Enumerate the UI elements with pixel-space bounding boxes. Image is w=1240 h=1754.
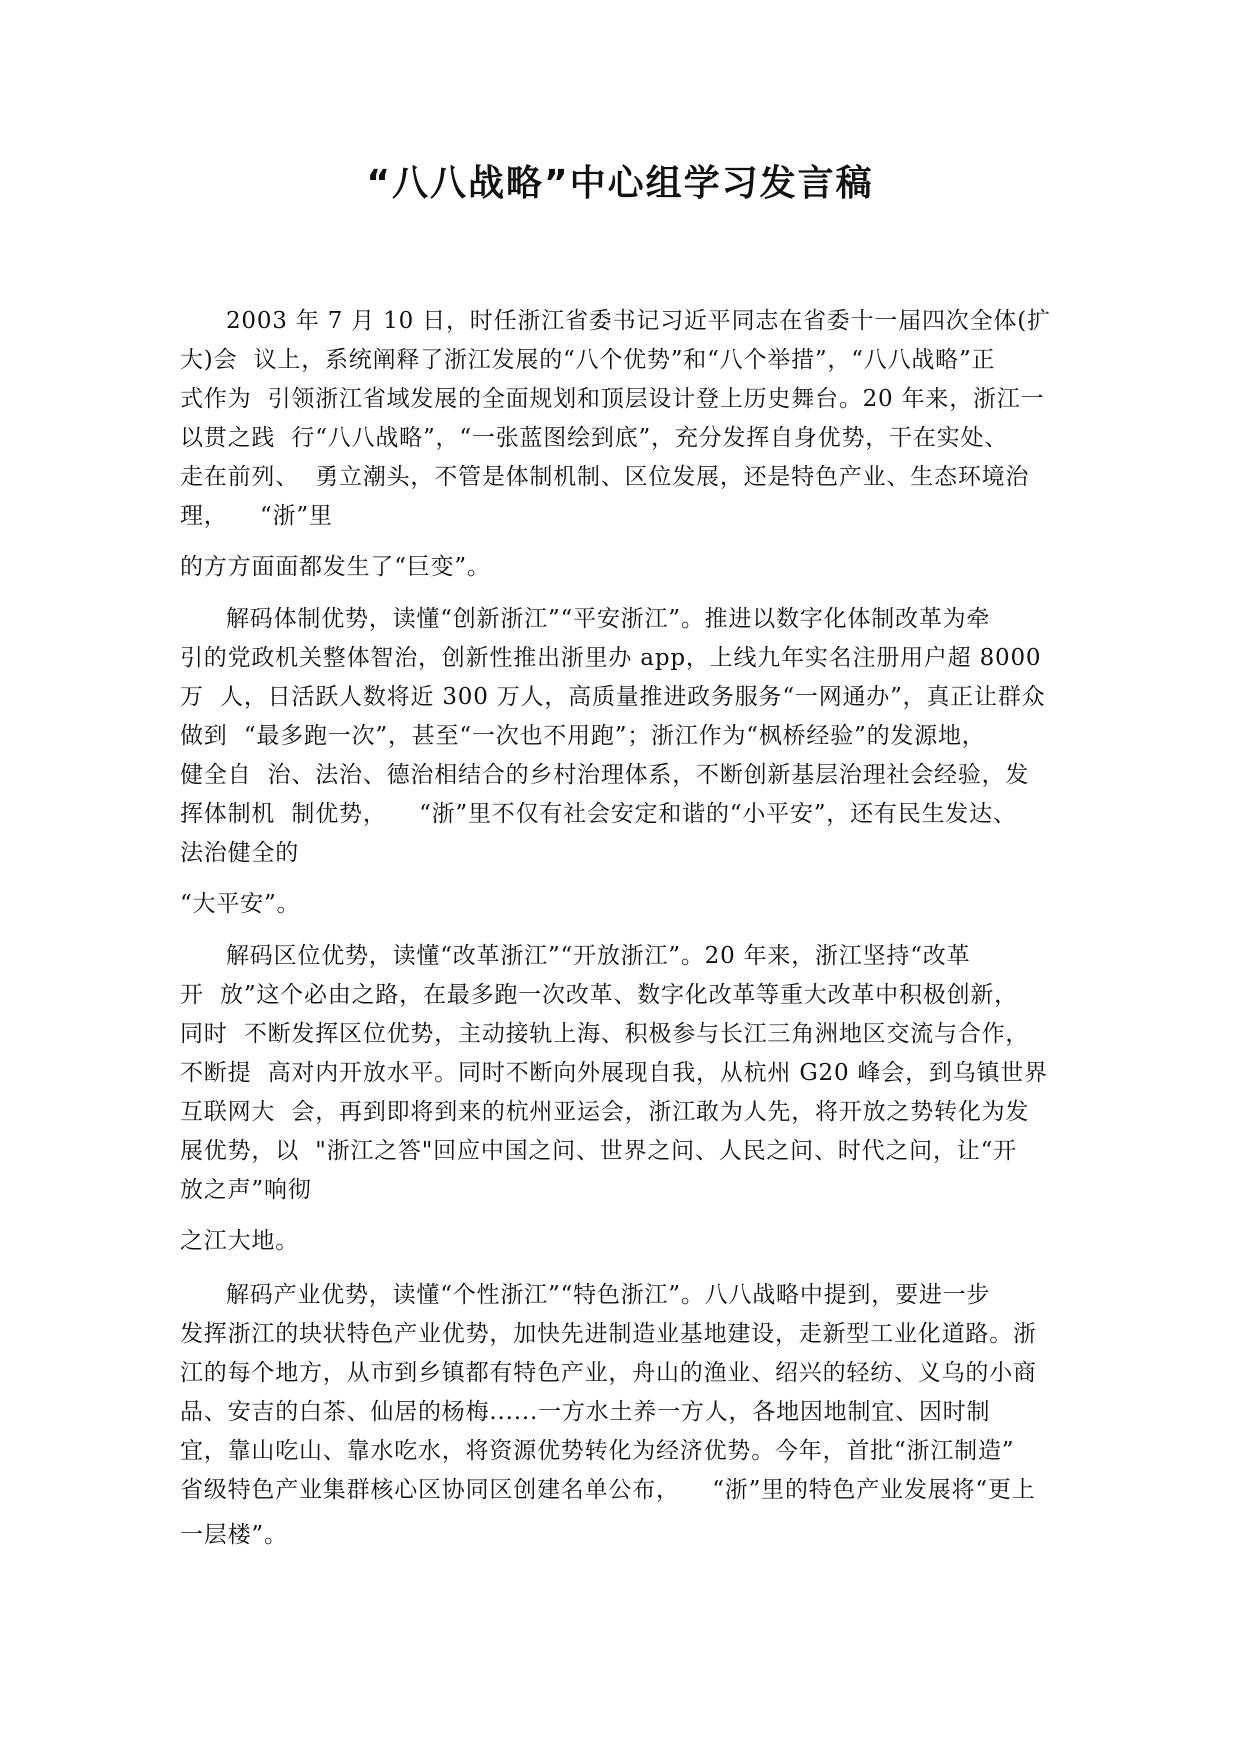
body-line: 大)会 议上，系统阐释了浙江发展的“八个优势”和“八个举措”，“八八战略”正 (180, 347, 996, 373)
body-line: 发挥浙江的块状特色产业优势，加快先进制造业基地建设，走新型工业化道路。浙 (180, 1321, 1037, 1347)
body-line: 法治健全的 (180, 840, 299, 866)
body-line: 省级特色产业集群核心区协同区创建名单公布， “浙”里的特色产业发展将“更上 (180, 1477, 1036, 1503)
body-line: “大平安”。 (180, 891, 301, 917)
body-line: 引的党政机关整体智治，创新性推出浙里办 app，上线九年实名注册用户超 8000 (180, 645, 1042, 671)
body-line: 做到 “最多跑一次”，甚至“一次也不用跑”；浙江作为“枫桥经验”的发源地， (180, 723, 986, 749)
body-line: 开 放”这个必由之路，在最多跑一次改革、数字化改革等重大改革中积极创新， (180, 982, 1018, 1008)
body-line: 的方方面面都发生了“巨变”。 (180, 554, 491, 580)
body-line: 展优势，以 "浙江之答"回应中国之问、世界之问、人民之问、时代之问，让“开 (180, 1138, 1017, 1164)
body-line: 江的每个地方，从市到乡镇都有特色产业，舟山的渔业、绍兴的轻纺、义乌的小商 (180, 1360, 1037, 1386)
body-line: 万 人，日活跃人数将近 300 万人，高质量推进政务服务“一网通办”，真正让群众 (180, 684, 1046, 710)
body-line: 健全自 治、法治、德治相结合的乡村治理体系，不断创新基层治理社会经验，发 (180, 762, 1030, 788)
body-line: 解码区位优势，读懂“改革浙江”“开放浙江”。20 年来，浙江坚持“改革 (226, 943, 971, 969)
document-title: “八八战略”中心组学习发言稿 (366, 163, 874, 204)
body-line: 之江大地。 (180, 1228, 299, 1254)
body-line: 宜，靠山吃山、靠水吃水，将资源优势转化为经济优势。今年，首批“浙江制造” (180, 1438, 1015, 1464)
body-line: 不断提 高对内开放水平。同时不断向外展现自我，从杭州 G20 峰会，到乌镇世界 (180, 1060, 1048, 1086)
body-line: 2003 年 7 月 10 日，时任浙江省委书记习近平同志在省委十一届四次全体(扩 (226, 308, 1051, 334)
body-line: 以贯之践 行“八八战略”，“一张蓝图绘到底”，充分发挥自身优势，干在实处、 (180, 425, 1009, 451)
body-line: 走在前列、 勇立潮头，不管是体制机制、区位发展，还是特色产业、生态环境治 (180, 464, 1030, 490)
body-line: 互联网大 会，再到即将到来的杭州亚运会，浙江敢为人先，将开放之势转化为发 (180, 1099, 1030, 1125)
body-line: 同时 不断发挥区位优势，主动接轨上海、积极参与长江三角洲地区交流与合作， (180, 1021, 1030, 1047)
body-line: 一层楼”。 (180, 1522, 288, 1548)
body-line: 品、安吉的白茶、仙居的杨梅......一方水土养一方人，各地因地制宜、因时制 (180, 1399, 991, 1425)
body-line: 解码体制优势，读懂“创新浙江”“平安浙江”。推进以数字化体制改革为牵 (226, 606, 991, 632)
body-line: 式作为 引领浙江省域发展的全面规划和顶层设计登上历史舞台。20 年来，浙江一 (180, 386, 1045, 412)
body-line: 解码产业优势，读懂“个性浙江”“特色浙江”。八八战略中提到，要进一步 (226, 1282, 991, 1308)
body-line: 放之声”响彻 (180, 1177, 312, 1203)
body-line: 挥体制机 制优势， “浙”里不仅有社会安定和谐的“小平安”，还有民生发达、 (180, 801, 1017, 827)
body-line: 理， “浙”里 (180, 503, 333, 529)
